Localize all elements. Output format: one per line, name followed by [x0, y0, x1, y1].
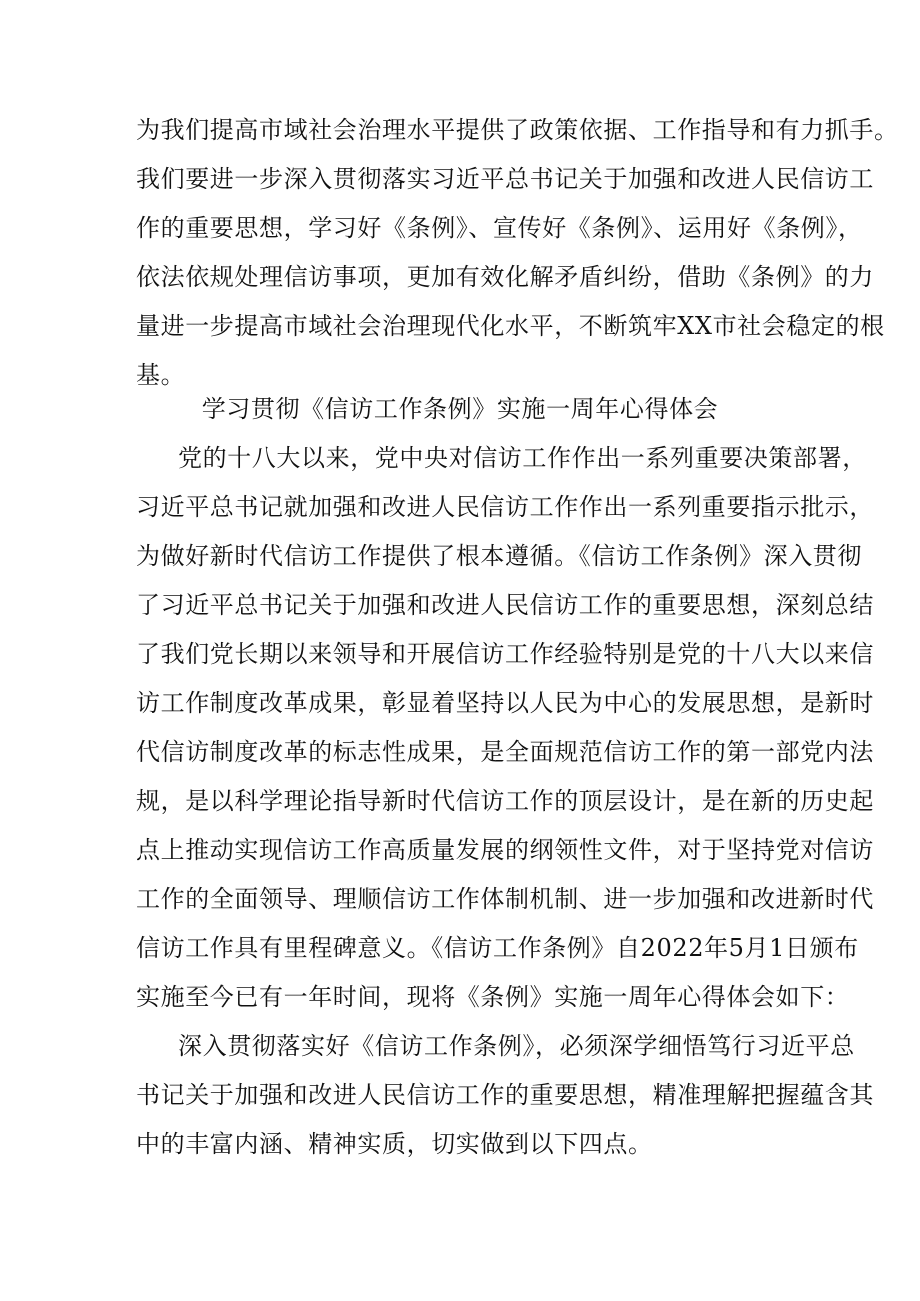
text-line: 了习近平总书记关于加强和改进人民信访工作的重要思想，深刻总结 [136, 591, 874, 619]
text-line: 依法依规处理信访事项，更加有效化解矛盾纠纷，借助《条例》的力 [136, 263, 874, 291]
text-line: 习近平总书记就加强和改进人民信访工作作出一系列重要指示批示， [136, 493, 874, 521]
text-line: 党的十八大以来，党中央对信访工作作出一系列重要决策部署， [178, 444, 867, 472]
text-line: 为我们提高市域社会治理水平提供了政策依据、工作指导和有力抓手。 [136, 116, 899, 144]
document-title: 学习贯彻《信访工作条例》实施一周年心得体会 [201, 395, 719, 423]
text-line: 作的重要思想，学习好《条例》、宣传好《条例》、运用好《条例》， [136, 214, 863, 242]
text-line: 基。 [136, 361, 186, 389]
text-line: 代信访制度改革的标志性成果，是全面规范信访工作的第一部党内法 [136, 738, 874, 766]
text-line: 实施至今已有一年时间，现将《条例》实施一周年心得体会如下： [136, 983, 850, 1011]
text-line: 为做好新时代信访工作提供了根本遵循。《信访工作条例》深入贯彻 [136, 542, 862, 570]
text-line: 量进一步提高市域社会治理现代化水平，不断筑牢XX市社会稳定的根 [136, 312, 885, 340]
text-line: 中的丰富内涵、精神实质，切实做到以下四点。 [136, 1130, 653, 1158]
text-line: 深入贯彻落实好《信访工作条例》，必须深学细悟笃行习近平总 [178, 1032, 855, 1060]
text-line: 了我们党长期以来领导和开展信访工作经验特别是党的十八大以来信 [136, 640, 874, 668]
text-line: 访工作制度改革成果，彰显着坚持以人民为中心的发展思想，是新时 [136, 689, 874, 717]
text-line: 我们要进一步深入贯彻落实习近平总书记关于加强和改进人民信访工 [136, 165, 874, 193]
text-line: 信访工作具有里程碑意义。《信访工作条例》自2022年5月1日颁布 [136, 934, 859, 962]
text-line: 点上推动实现信访工作高质量发展的纲领性文件，对于坚持党对信访 [136, 836, 874, 864]
text-line: 工作的全面领导、理顺信访工作体制机制、进一步加强和改进新时代 [136, 885, 874, 913]
text-line: 书记关于加强和改进人民信访工作的重要思想，精准理解把握蕴含其 [136, 1081, 874, 1109]
text-line: 规，是以科学理论指导新时代信访工作的顶层设计，是在新的历史起 [136, 787, 874, 815]
